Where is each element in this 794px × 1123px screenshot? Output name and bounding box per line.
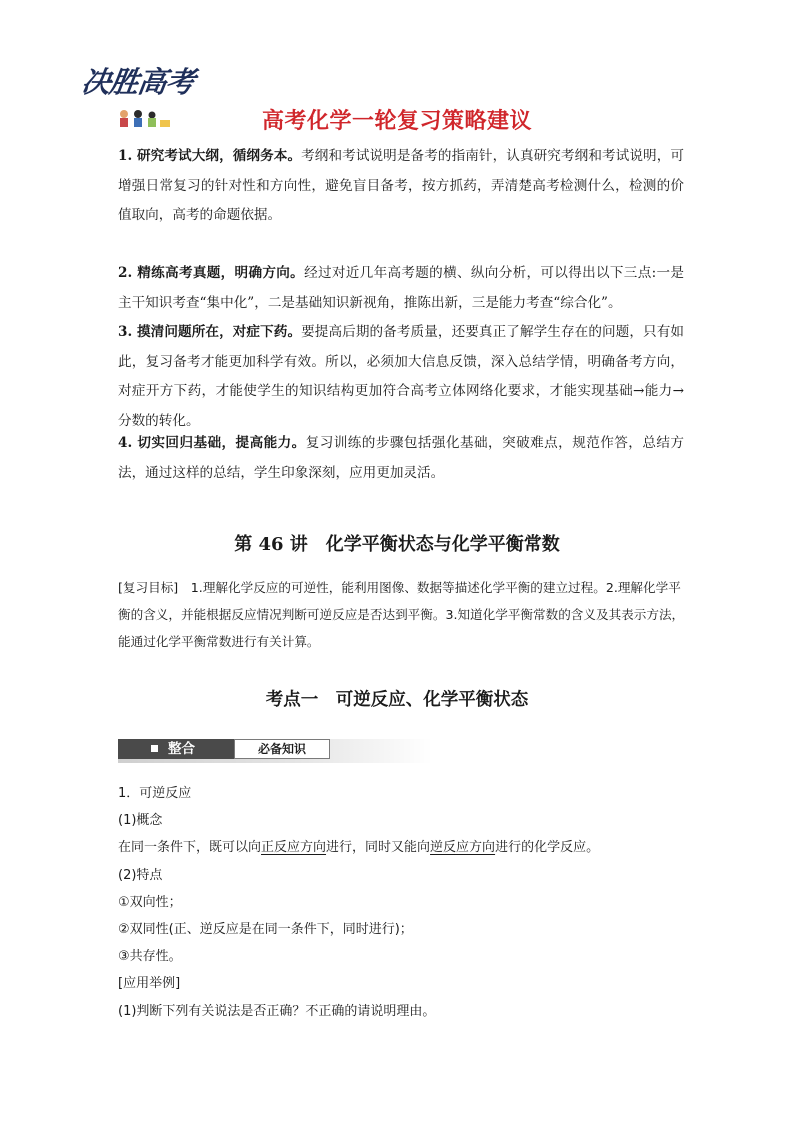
- definition-text: 进行的化学反应。: [495, 840, 600, 855]
- subheading-concept: (1)概念: [118, 813, 163, 828]
- section-tag: [118, 739, 432, 763]
- feature-item: ②双同性(正、逆反应是在同一条件下，同时进行)；: [118, 922, 413, 937]
- section-tag-dark-label: 整合: [168, 741, 195, 757]
- strategy-lead: 4. 切实回归基础，提高能力。: [118, 435, 306, 451]
- section-heading-reversible-reaction: 1．可逆反应: [118, 786, 192, 801]
- lecture-title: 第 46 讲 化学平衡状态与化学平衡常数: [234, 534, 560, 555]
- strategy-lead: 3. 摸清问题所在，对症下药。: [118, 324, 302, 340]
- strategy-text: 考纲和考试说明是备考的指南针，认真研究考纲和考试说明，可增强日常复习的针对性和方向性，避免盲目备考，按方抓药，弄清楚高考检测什么，检测的价值取向，高考的命题依据。: [118, 148, 684, 223]
- strategy-paragraph-2: [118, 259, 684, 318]
- strategy-text: 经过对近几年高考题的横、纵向分析，可以得出以下三点:一是主干知识考查“集中化”，二是基础知识新视角，推陈出新，三是能力考查“综合化”。: [118, 265, 684, 311]
- definition-line: [118, 836, 599, 855]
- definition-text: 进行，同时又能向: [326, 840, 431, 855]
- underlined-term: 逆反应方向: [430, 840, 496, 855]
- strategy-lead: 1. 研究考试大纲，循纲务本。: [118, 148, 302, 164]
- feature-item: ③共存性。: [118, 949, 182, 964]
- definition-text: 在同一条件下，既可以向: [118, 840, 262, 855]
- strategy-lead: 2. 精练高考真题，明确方向。: [118, 265, 305, 281]
- strategy-paragraph-1: [118, 142, 684, 231]
- example-label: [应用举例]: [118, 976, 181, 991]
- strategy-text: 要提高后期的备考质量，还要真正了解学生存在的问题，只有如此，复习备考才能更加科学有效。所以，必须加大信息反馈，深入总结学情，明确备考方向，对症开方下药，才能使学生的知识结构更加符合高考立体网络化要求，才能实现基础→能力→分数的转化。: [118, 324, 684, 429]
- key-point-title: 考点一 可逆反应、化学平衡状态: [265, 690, 529, 710]
- feature-item: ①双向性；: [118, 895, 182, 910]
- section-tag-dark: [118, 739, 234, 759]
- logo-text: 决胜高考: [79, 65, 197, 99]
- underlined-term: 正反应方向: [261, 840, 327, 855]
- section-tag-light: 必备知识: [234, 739, 330, 759]
- subheading-features: (2)特点: [118, 868, 163, 883]
- strategy-paragraph-3: [118, 318, 684, 436]
- strategy-paragraph-4: [118, 429, 684, 488]
- square-icon: [151, 745, 158, 752]
- document-title: 高考化学一轮复习策略建议: [261, 109, 532, 134]
- review-goals-text: 1.理解化学反应的可逆性，能利用图像、数据等描述化学平衡的建立过程。2.理解化学平衡的含义，并能根据反应情况判断可逆反应是否达到平衡。3.知道化学平衡常数的含义及其表示方法，能通过化学平衡常数进行有关计算。: [118, 580, 685, 649]
- review-goals: [118, 574, 688, 655]
- question-line: (1)判断下列有关说法是否正确？不正确的请说明理由。: [118, 1004, 436, 1019]
- strategy-text: 复习训练的步骤包括强化基础，突破难点，规范作答，总结方法，通过这样的总结，学生印象深刻，应用更加灵活。: [118, 435, 684, 481]
- review-goals-label: [复习目标]: [118, 580, 179, 595]
